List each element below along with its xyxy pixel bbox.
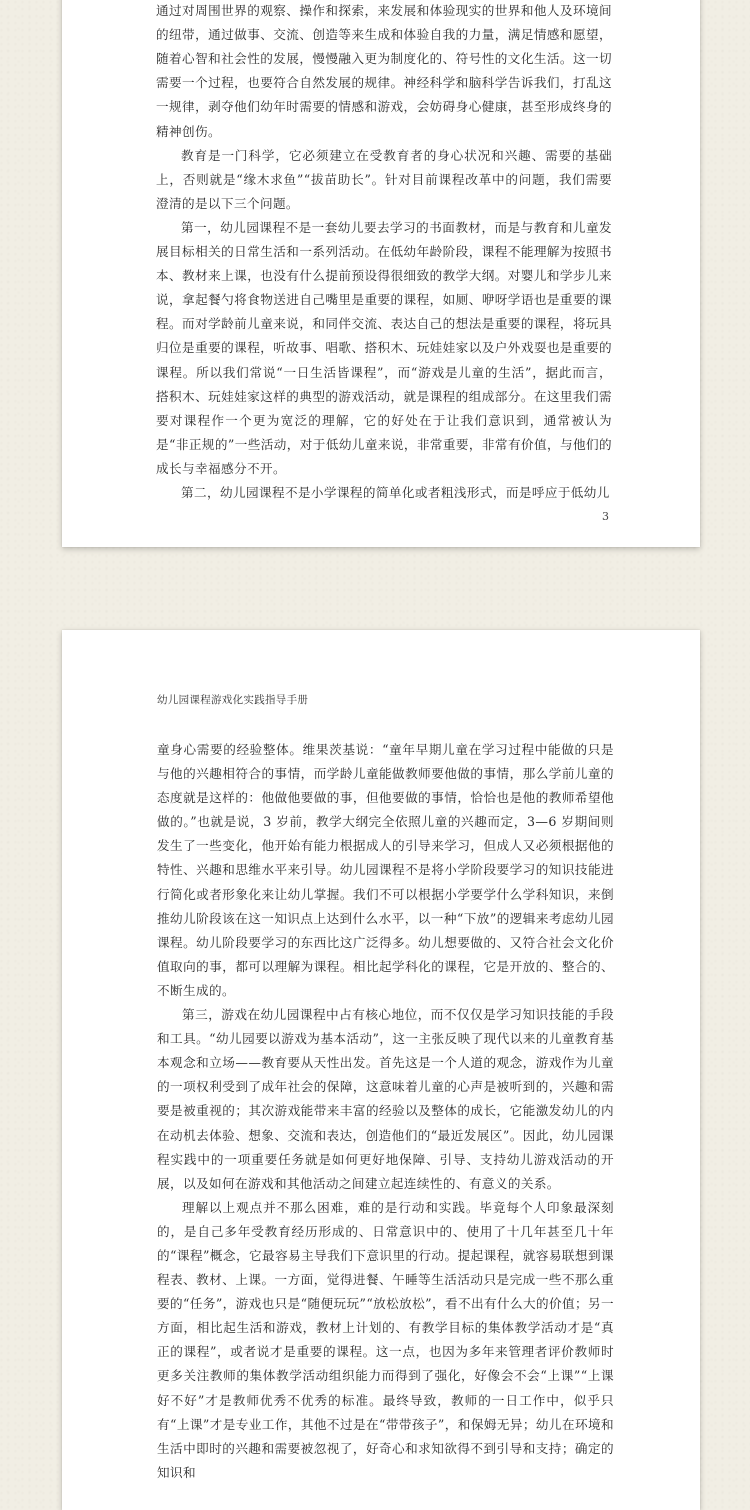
book-page-4 [62, 630, 700, 1510]
book-page-3 [62, 0, 700, 547]
paragraph-cont: 通过对周围世界的观察、操作和探索，来发展和体验现实的世界和他人及环境间的纽带，通过做事、交流、创造等来生成和体验自我的力量，满足情感和愿望，随着心智和社会性的发展，慢慢融入更为制度化的、符号性的文化生活。这一切需要一个过程，也要符合自然发展的规律。神经科学和脑科学告诉我们，打乱这一规律，剥夺他们幼年时需要的情感和游戏，会妨碍身心健康，甚至形成终身的精神创伤。 [156, 3, 612, 139]
paragraph: 教育是一门科学，它必须建立在受教育者的身心状况和兴趣、需要的基础上，否则就是“缘木求鱼”“拔苗助长”。针对目前课程改革中的问题，我们需要澄清的是以下三个问题。 [156, 147, 612, 211]
paragraph: 第一，幼儿园课程不是一套幼儿要去学习的书面教材，而是与教育和儿童发展目标相关的日常生活和一系列活动。在低幼年龄阶段，课程不能理解为按照书本、教材来上课，也没有什么提前预设得很细致的教学大纲。对婴儿和学步儿来说，拿起餐勺将食物送进自己嘴里是重要的课程，如厕、咿呀学语也是重要的课程。而对学龄前儿童来说，和同伴交流、表达自己的想法是重要的课程，将玩具归位是重要的课程，听故事、唱歌、搭积木、玩娃娃家以及户外戏耍也是重要的课程。所以我们常说“一日生活皆课程”，而“游戏是儿童的生活”，据此而言，搭积木、玩娃娃家这样的典型的游戏活动，就是课程的组成部分。在这里我们需要对课程作一个更为宽泛的理解，它的好处在于让我们意识到，通常被认为是“非正规的”一些活动，对于低幼儿童来说，非常重要，非常有价值，与他们的成长与幸福感分不开。 [156, 219, 612, 476]
running-header: 幼儿园课程游戏化实践指导手册 [157, 694, 309, 706]
page-body [157, 738, 614, 1485]
paragraph-cont: 童身心需要的经验整体。维果茨基说：“童年早期儿童在学习过程中能做的只是与他的兴趣相符合的事情，而学龄儿童能做教师要他做的事情，那么学前儿童的态度就是这样的：他做他要做的事，但他要做的事情，恰恰也是他的教师希望他做的。”也就是说，3 岁前，教学大纲完全依照儿童的兴趣而定，3—6 岁期间则发生了一些变化，他开始有能力根据成人的引导来学习，但成人又必须根据他的特性、兴趣和思维水平来引导。幼儿园课程不是将小学阶段要学习的知识技能进行简化或者形象化来让幼儿掌握。我们不可以根据小学要学什么学科知识，来倒推幼儿阶段该在这一知识点上达到什么水平，以一种“下放”的逻辑来考虑幼儿园课程。幼儿阶段要学习的东西比这广泛得多。幼儿想要做的、又符合社会文化价值取向的事，都可以理解为课程。相比起学科化的课程，它是开放的、整合的、不断生成的。 [157, 742, 614, 998]
paragraph: 第三，游戏在幼儿园课程中占有核心地位，而不仅仅是学习知识技能的手段和工具。“幼儿园要以游戏为基本活动”，这一主张反映了现代以来的儿童教育基本观念和立场——教育要从天性出发。首先这是一个人道的观念，游戏作为儿童的一项权利受到了成年社会的保障，这意味着儿童的心声是被听到的，兴趣和需要是被重视的；其次游戏能带来丰富的经验以及整体的成长，它能激发幼儿的内在动机去体验、想象、交流和表达，创造他们的“最近发展区”。因此，幼儿园课程实践中的一项重要任务就是如何更好地保障、引导、支持幼儿游戏活动的开展，以及如何在游戏和其他活动之间建立起连续性的、有意义的关系。 [157, 1007, 614, 1191]
page-body [156, 0, 612, 505]
paragraph: 理解以上观点并不那么困难，难的是行动和实践。毕竟每个人印象最深刻的，是自己多年受教育经历形成的、日常意识中的、使用了十几年甚至几十年的“课程”概念，它最容易主导我们下意识里的行动。提起课程，就容易联想到课程表、教材、上课。一方面，觉得进餐、午睡等生活活动只是完成一些不那么重要的“任务”，游戏也只是“随便玩玩”“放松放松”，看不出有什么大的价值；另一方面，相比起生活和游戏，教材上计划的、有教学目标的集体教学活动才是“真正的课程”，或者说才是重要的课程。这一点，也因为多年来管理者评价教师时更多关注教师的集体教学活动组织能力而得到了强化，好像会不会“上课”“上课好不好”才是教师优秀不优秀的标准。最终导致，教师的一日工作中，似乎只有“上课”才是专业工作，其他不过是在“带带孩子”，和保姆无异；幼儿在环境和生活中即时的兴趣和需要被忽视了，好奇心和求知欲得不到引导和支持；确定的知识和 [157, 1199, 614, 1480]
page-number: 3 [602, 510, 609, 523]
paragraph: 第二，幼儿园课程不是小学课程的简单化或者粗浅形式，而是呼应于低幼儿 [181, 484, 610, 500]
